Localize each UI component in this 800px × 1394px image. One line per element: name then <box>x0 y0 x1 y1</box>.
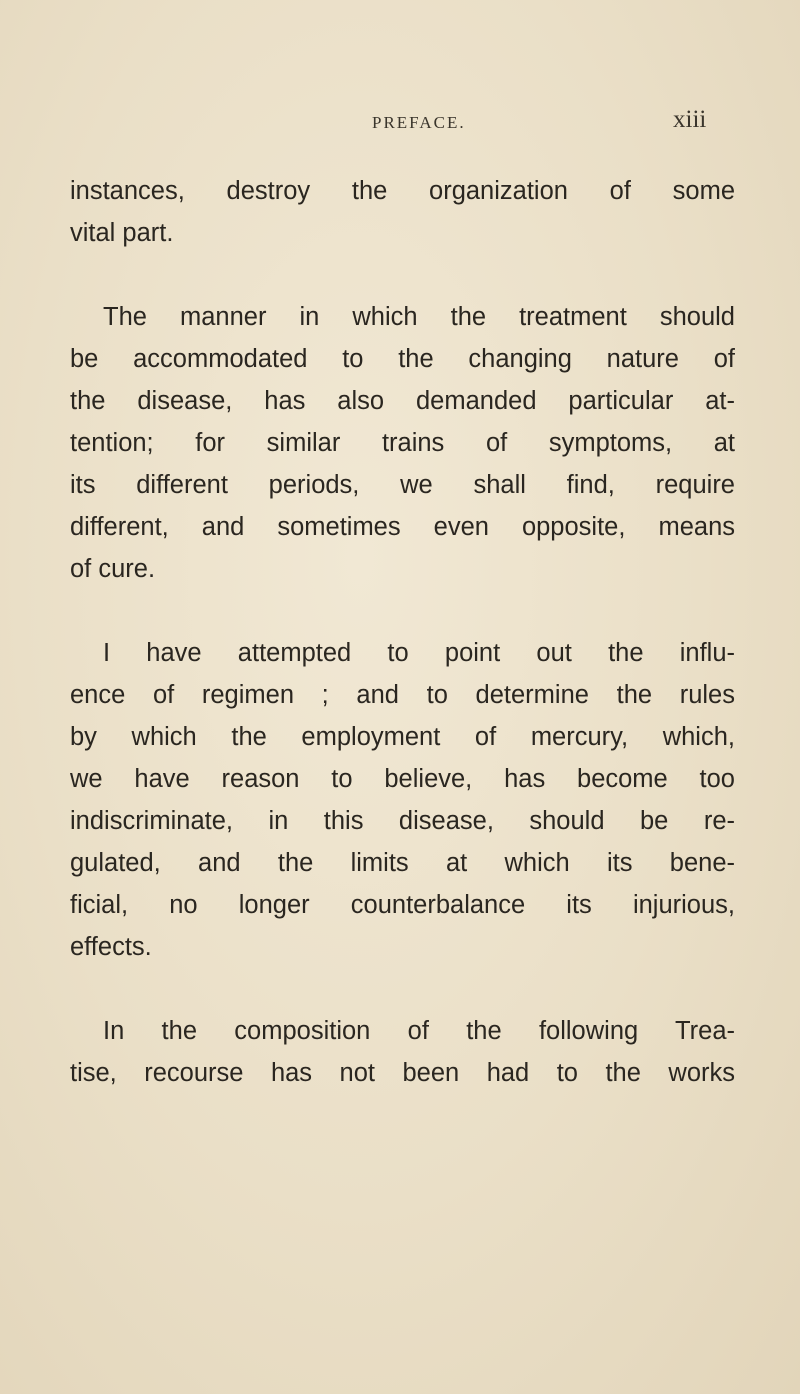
text-line: ence of regimen ; and to determine the rules <box>70 681 735 709</box>
text-line: by which the employment of mercury, which, <box>70 723 735 751</box>
text-line: effects. <box>70 933 152 961</box>
text-line: In the composition of the following Trea- <box>103 1017 735 1045</box>
paragraph <box>70 170 735 254</box>
text-line: I have attempted to point out the influ- <box>103 639 735 667</box>
paragraph <box>70 1010 735 1094</box>
text-line: indiscriminate, in this disease, should be re- <box>70 807 735 835</box>
text-line: ficial, no longer counterbalance its injurious, <box>70 891 735 919</box>
text-line: we have reason to believe, has become too <box>70 765 735 793</box>
text-line: instances, destroy the organization of some <box>70 177 735 205</box>
running-head <box>0 106 800 143</box>
text-line: vital part. <box>70 219 174 247</box>
page-number: xiii <box>673 106 707 133</box>
text-line: be accommodated to the changing nature of <box>70 345 735 373</box>
text-line: gulated, and the limits at which its bene- <box>70 849 735 877</box>
running-head-title: PREFACE. <box>372 113 466 132</box>
text-line: different, and sometimes even opposite, means <box>70 513 735 541</box>
text-line: tention; for similar trains of symptoms, at <box>70 429 735 457</box>
paragraph <box>70 296 735 590</box>
paragraph <box>70 632 735 968</box>
text-line: tise, recourse has not been had to the works <box>70 1059 735 1087</box>
text-line: of cure. <box>70 555 156 583</box>
text-line: its different periods, we shall find, require <box>70 471 735 499</box>
text-line: The manner in which the treatment should <box>103 303 735 331</box>
text-line: the disease, has also demanded particular at- <box>70 387 735 415</box>
body-text <box>70 170 735 1094</box>
